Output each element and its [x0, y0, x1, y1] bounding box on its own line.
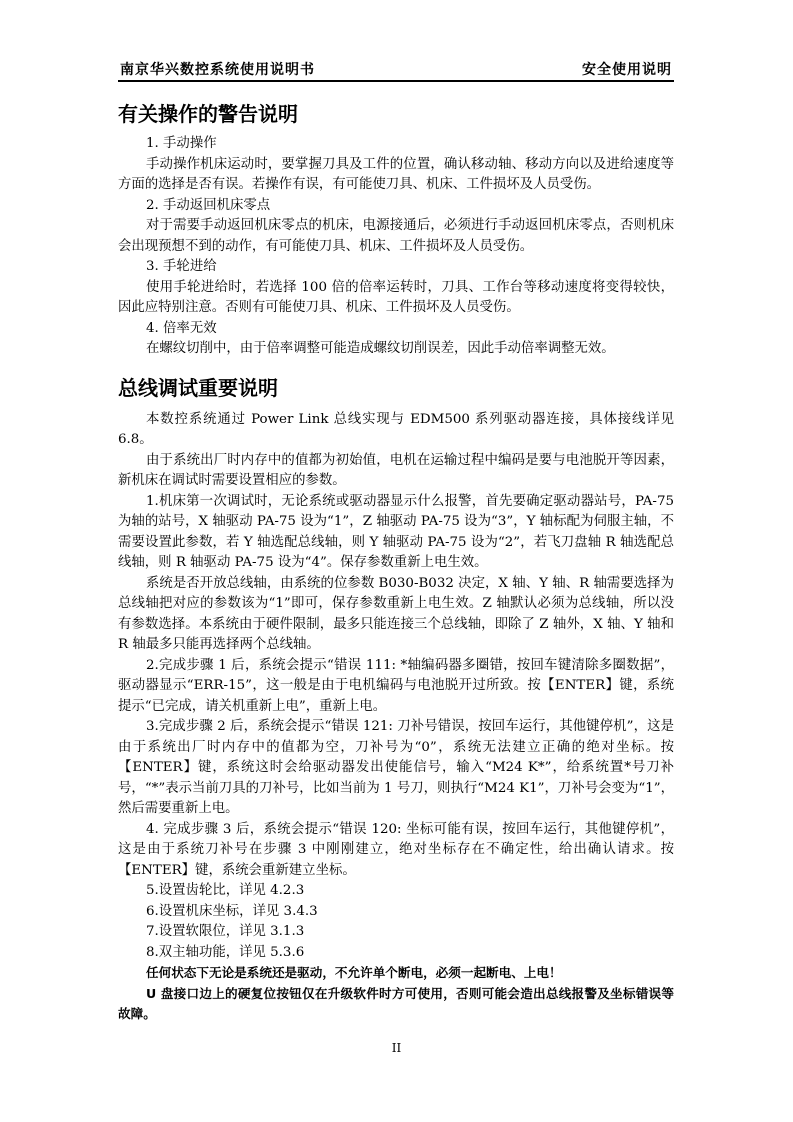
paragraph: 4. 完成步骤 3 后，系统会提示“错误 120: 坐标可能有误，按回车运行，其他键停机”，这是由于系统刀补号在步骤 3 中刚刚建立，绝对坐标存在不确定性，给出确认请求。按【ENTER】键，系统会重新建立坐标。	[118, 821, 674, 878]
paragraph: 2.完成步骤 1 后，系统会提示“错误 111: *轴编码器多圈错，按回车键清除多圈数据”，驱动器显示“ERR-15”，这一般是由于电机编码与电池脱开过所致。按【ENTER】键，系统提示“已完成，请关机重新上电”，重新上电。	[118, 657, 674, 714]
item-body: 手动操作机床运动时，要掌握刀具及工件的位置，确认移动轴、移动方向以及进给速度等方面的选择是否有误。若操作有误，有可能使刀具、机床、工件损坏及人员受伤。	[118, 156, 674, 192]
list-item: 5.设置齿轮比，详见 4.2.3	[146, 883, 305, 898]
item-body: 对于需要手动返回机床零点的机床，电源接通后，必须进行手动返回机床零点，否则机床会出现预想不到的动作，有可能使刀具、机床、工件损坏及人员受伤。	[118, 218, 674, 254]
reset-button-warning: U 盘接口边上的硬复位按钮仅在升级软件时方可使用，否则可能会造出总线报警及坐标错误等故障。	[118, 985, 674, 1021]
paragraph: 1.机床第一次调试时，无论系统或驱动器显示什么报警，首先要确定驱动器站号，PA-75 为轴的站号，X 轴驱动 PA-75 设为“1”，Z 轴驱动 PA-75 设为“3”，Y 轴标配为伺服主轴，不需要设置此参数，若 Y 轴选配总线轴，则 Y 轴驱动 PA-75 设为“2”，若飞刀盘轴 R 轴选配总线轴，则 R 轴驱动 PA-75 设为“4”。保存参数重新上电生效。	[118, 493, 674, 570]
item-heading: 4. 倍率无效	[146, 320, 217, 336]
list-item: 7.设置软限位，详见 3.1.3	[146, 924, 305, 939]
power-warning: 任何状态下无论是系统还是驱动，不允许单个断电，必须一起断电、上电！	[146, 965, 562, 980]
header-section-title: 安全使用说明	[582, 62, 672, 78]
paragraph: 系统是否开放总线轴，由系统的位参数 B030-B032 决定，X 轴、Y 轴、R 轴需要选择为总线轴把对应的参数该为“1”即可，保存参数重新上电生效。Z 轴默认必须为总线轴，所以没有参数选择。本系统由于硬件限制，最多只能连接三个总线轴，即除了 Z 轴外，X 轴、Y 轴和 R 轴最多只能再选择两个总线轴。	[118, 575, 674, 652]
paragraph: 由于系统出厂时内存中的值都为初始值，电机在运输过程中编码是要与电池脱开等因素，新机床在调试时需要设置相应的参数。	[118, 452, 674, 488]
paragraph: 本数控系统通过 Power Link 总线实现与 EDM500 系列驱动器连接，具体接线详见 6.8。	[118, 411, 674, 447]
list-item: 6.设置机床坐标，详见 3.4.3	[146, 903, 318, 919]
item-heading: 2. 手动返回机床零点	[146, 197, 271, 213]
page-number: II	[391, 1041, 402, 1055]
paragraph: 3.完成步骤 2 后，系统会提示“错误 121: 刀补号错误，按回车运行，其他键停机”，这是由于系统出厂时内存中的值都为空，刀补号为“0”，系统无法建立正确的绝对坐标。按【ENTER】键，系统这时会给驱动器发出使能信号，输入“M24 K*”，给系统置*号刀补号，“*”表示当前刀具的刀补号，比如当前为 1 号刀，则执行“M24 K1”，刀补号会变为“1”，然后需要重新上电。	[118, 719, 674, 816]
item-body: 在螺纹切削中，由于倍率调整可能造成螺纹切削误差，因此手动倍率调整无效。	[146, 341, 615, 356]
item-heading: 1. 手动操作	[146, 136, 217, 151]
item-body: 使用手轮进给时，若选择 100 倍的倍率运转时，刀具、工作台等移动速度将变得较快，因此应特别注意。否则有可能使刀具、机床、工件损坏及人员受伤。	[118, 279, 674, 315]
page-header	[118, 56, 674, 82]
list-item: 8.双主轴功能，详见 5.3.6	[146, 944, 305, 960]
item-heading: 3. 手轮进给	[146, 259, 217, 274]
page-content	[118, 96, 674, 1025]
section-title-bus-debugging: 总线调试重要说明	[118, 375, 278, 400]
header-manual-title: 南京华兴数控系统使用说明书	[120, 62, 315, 78]
section-title-operation-warnings: 有关操作的警告说明	[118, 102, 298, 126]
